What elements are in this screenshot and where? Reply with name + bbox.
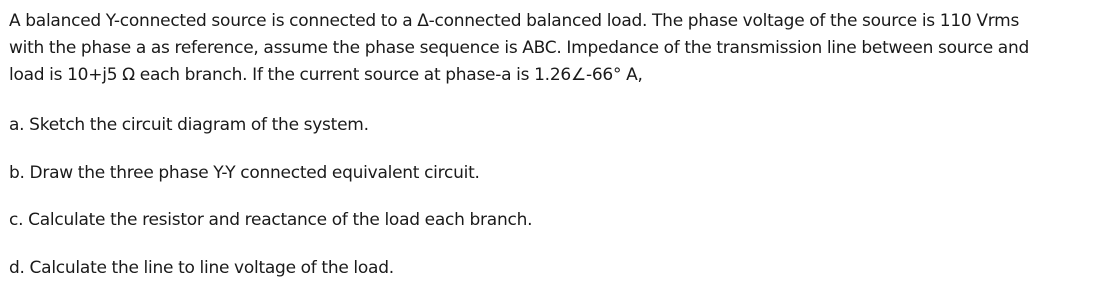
statement-line-2: with the phase a as reference, assume the phase sequence is ABC. Impedance of the transmission line between source and xyxy=(9,38,1030,58)
statement-line-1: A balanced Y-connected source is connected to a Δ-connected balanced load. The phase voltage of the source is 110 Vrms xyxy=(9,11,1020,31)
question-a: a. Sketch the circuit diagram of the system. xyxy=(9,115,369,135)
problem-statement xyxy=(9,8,1093,89)
statement-line-3: load is 10+j5 Ω each branch. If the current source at phase-a is 1.26∠-66° A, xyxy=(9,65,643,85)
problem-document xyxy=(9,8,1093,278)
question-b: b. Draw the three phase Y-Y connected equivalent circuit. xyxy=(9,163,480,183)
question-d: d. Calculate the line to line voltage of the load. xyxy=(9,258,394,278)
question-c: c. Calculate the resistor and reactance of the load each branch. xyxy=(9,210,533,230)
